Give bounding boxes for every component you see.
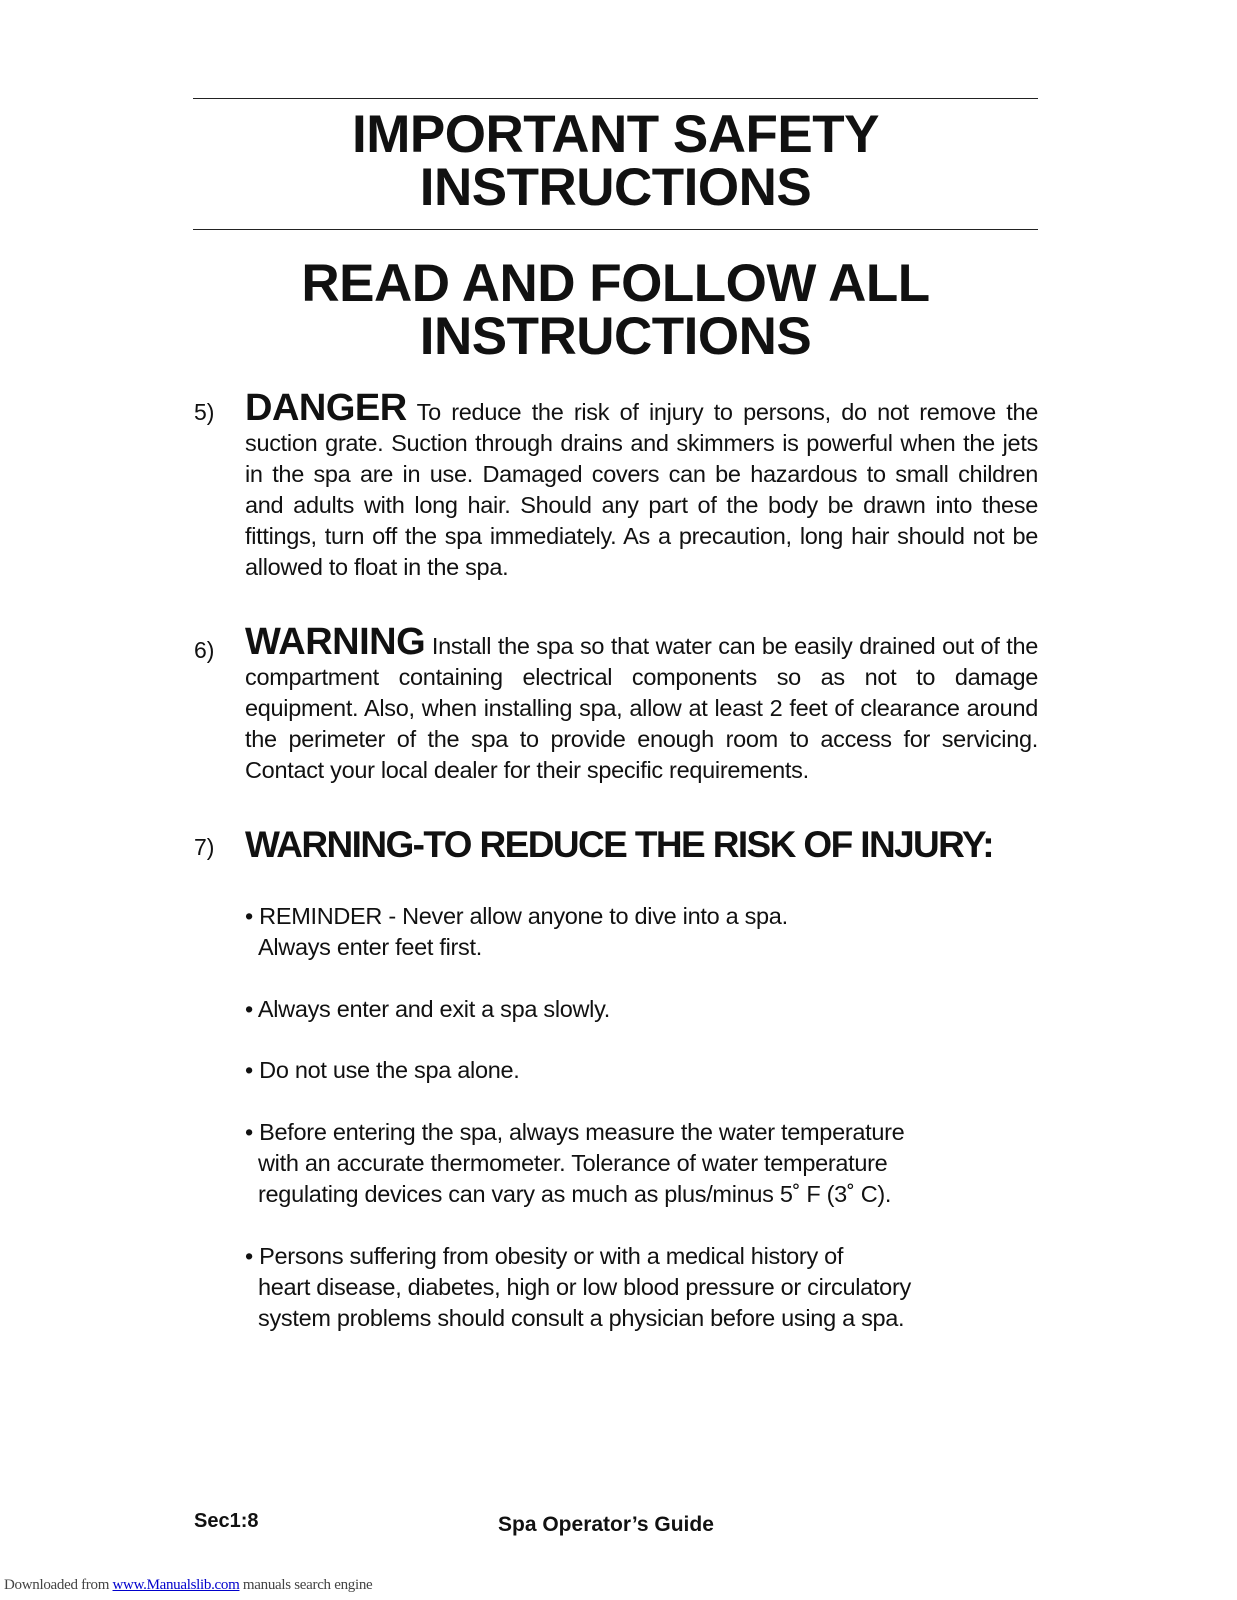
bullet-reminder-line1: • REMINDER - Never allow anyone to dive into a spa. <box>245 903 788 929</box>
footer-guide-title: Spa Operator’s Guide <box>498 1513 714 1536</box>
item-6-text: Install the spa so that water can be easily drained out of the compartment containing electrical components so as not to damage equipment. Also, when installing spa, allow at least 2 feet of clearance around the perimeter of the spa to provide enough room to access for servicing. Contact your local dealer for their specific requirements. <box>245 633 1038 783</box>
warning-keyword: WARNING <box>245 621 426 663</box>
bullet-alone <box>245 1055 520 1086</box>
bullet-enter-exit-line1: • Always enter and exit a spa slowly. <box>245 996 611 1022</box>
item-6-paragraph <box>245 621 1038 786</box>
danger-keyword: DANGER <box>245 387 407 429</box>
read-follow-heading <box>193 254 1038 366</box>
item-6-number: 6) <box>194 637 215 663</box>
bullet-medical <box>245 1241 911 1334</box>
middle-rule <box>193 229 1038 230</box>
safety-heading-line1: IMPORTANT SAFETY <box>352 105 879 164</box>
safety-heading-line2: INSTRUCTIONS <box>419 158 812 217</box>
item-5-number: 5) <box>194 399 215 425</box>
safety-heading <box>193 105 1038 217</box>
top-rule <box>193 98 1038 99</box>
download-prefix: Downloaded from <box>4 1577 113 1593</box>
bullet-reminder <box>245 901 788 963</box>
item-5-text: To reduce the risk of injury to persons, do not remove the suction grate. Suction through drains and skimmers is powerful when the jets in the spa are in use. Damaged covers can be hazardous to small children and adults with long hair. Should any part of the body be drawn into these fittings, turn off the spa immediately. As a precaution, long hair should not be allowed to float in the spa. <box>245 399 1038 580</box>
bullet-temperature-line2: with an accurate thermometer. Tolerance of water temperature <box>258 1150 888 1176</box>
bullet-medical-line3: system problems should consult a physician before using a spa. <box>258 1305 905 1331</box>
download-notice <box>4 1577 372 1594</box>
bullet-temperature <box>245 1117 904 1210</box>
download-suffix: manuals search engine <box>239 1577 373 1593</box>
footer-section-number: Sec1:8 <box>194 1510 259 1532</box>
bullet-medical-line2: heart disease, diabetes, high or low blood pressure or circulatory <box>258 1274 911 1300</box>
bullet-reminder-line2: Always enter feet first. <box>258 934 482 960</box>
item-7-number: 7) <box>194 834 215 860</box>
read-heading-line1: READ AND FOLLOW ALL <box>301 254 930 313</box>
bullet-temperature-line3: regulating devices can vary as much as plus/minus 5˚ F (3˚ C). <box>258 1181 892 1207</box>
item-7-heading: WARNING-TO REDUCE THE RISK OF INJURY: <box>245 824 993 865</box>
item-5-paragraph <box>245 387 1038 583</box>
bullet-enter-exit <box>245 994 610 1025</box>
bullet-alone-line1: • Do not use the spa alone. <box>245 1057 520 1083</box>
read-heading-line2: INSTRUCTIONS <box>419 307 812 366</box>
bullet-medical-line1: • Persons suffering from obesity or with a medical history of <box>245 1243 844 1269</box>
bullet-temperature-line1: • Before entering the spa, always measure the water temperature <box>245 1119 905 1145</box>
manualslib-link[interactable]: www.Manualslib.com <box>112 1577 240 1593</box>
